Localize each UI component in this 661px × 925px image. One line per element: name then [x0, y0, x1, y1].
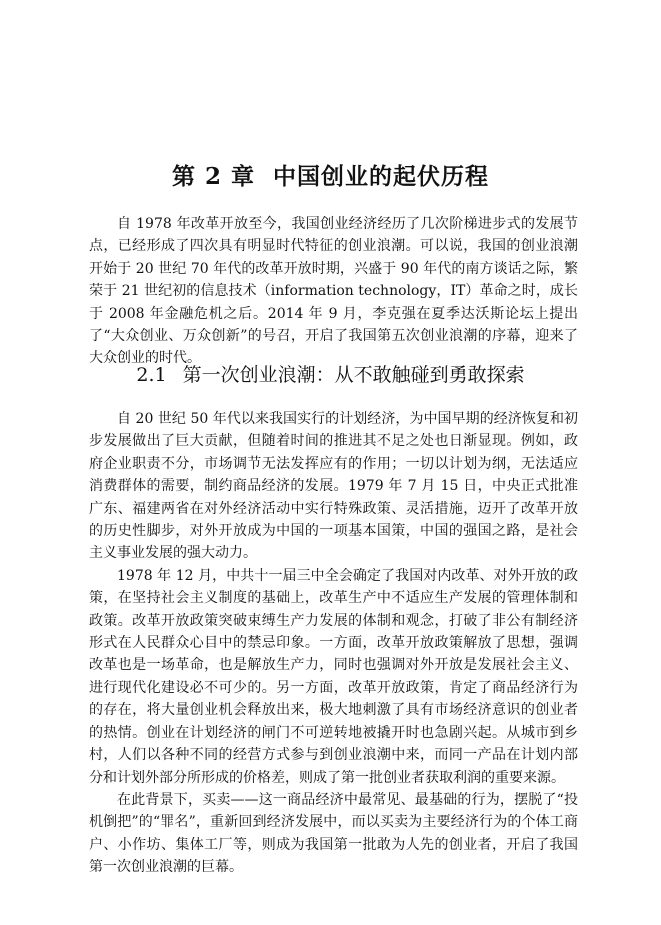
- chapter-title-text: 中国创业的起伏历程: [273, 163, 490, 190]
- body-paragraph: 1978 年 12 月，中共十一届三中全会确定了我国对内改革、对外开放的政策，在坚持社会主义制度的基础上，改革生产中不适应生产发展的管理体制和政策。改革开放政策突破束缚生产力发展的体制和观念，打破了非公有制经济形式在人民群众心目中的禁忌印象。一方面，改革开放政策解放了思想，强调改革也是一场革命，也是解放生产力，同时也强调对外开放是发展社会主义、进行现代化建设必不可少的。另一方面，改革开放政策，肯定了商品经济行为的存在，将大量创业机会释放出来，极大地刺激了具有市场经济意识的创业者的热情。创业在计划经济的闸门不可逆转地被撬开时也急剧兴起。从城市到乡村，人们以各种不同的经营方式参与到创业浪潮中来，而同一产品在计划内部分和计划外部分所形成的价格差，则成了第一批创业者获取利润的重要来源。: [89, 567, 578, 786]
- section-number: 2.1: [136, 364, 167, 386]
- section-body: [89, 408, 578, 879]
- intro-paragraph: 自 1978 年改革开放至今，我国创业经济经历了几次阶梯进步式的发展节点，已经形成了四次具有明显时代特征的创业浪潮。可以说，我国的创业浪潮开始于 20 世纪 70 年代的改革开放时期，兴盛于 90 年代的南方谈话之际，繁荣于 21 世纪初的信息技术（information technology，IT）革命之时，成长于 2008 年金融危机之后。2014 年 9 月，李克强在夏季达沃斯论坛上提出了“大众创业、万众创新”的号召，开启了我国第五次创业浪潮的序幕，迎来了大众创业的时代。: [89, 216, 578, 367]
- body-paragraph: 自 20 世纪 50 年代以来我国实行的计划经济，为中国早期的经济恢复和初步发展做出了巨大贡献，但随着时间的推进其不足之处也日渐显现。例如，政府企业职责不分，市场调节无法发挥应有的作用；一切以计划为纲，无法适应消费群体的需要，制约商品经济的发展。1979 年 7 月 15 日，中央正式批准广东、福建两省在对外经济活动中实行特殊政策、灵活措施，迈开了改革开放的历史性脚步，对外开放成为中国的一项基本国策，中国的强国之路，是社会主义事业发展的强大动力。: [89, 411, 578, 562]
- section-title: [0, 360, 661, 387]
- chapter-intro: [89, 213, 578, 370]
- chapter-number: 第 2 章: [171, 163, 256, 190]
- body-paragraph: 在此背景下，买卖——这一商品经济中最常见、最基础的行为，摆脱了“投机倒把”的“罪名”，重新回到经济发展中，而以买卖为主要经济行为的个体工商户、小作坊、集体工厂等，则成为我国第一批敢为人先的创业者，开启了我国第一次创业浪潮的巨幕。: [89, 791, 578, 876]
- section-title-text: 第一次创业浪潮：从不敢触碰到勇敢探索: [182, 364, 525, 386]
- chapter-title: [0, 158, 661, 191]
